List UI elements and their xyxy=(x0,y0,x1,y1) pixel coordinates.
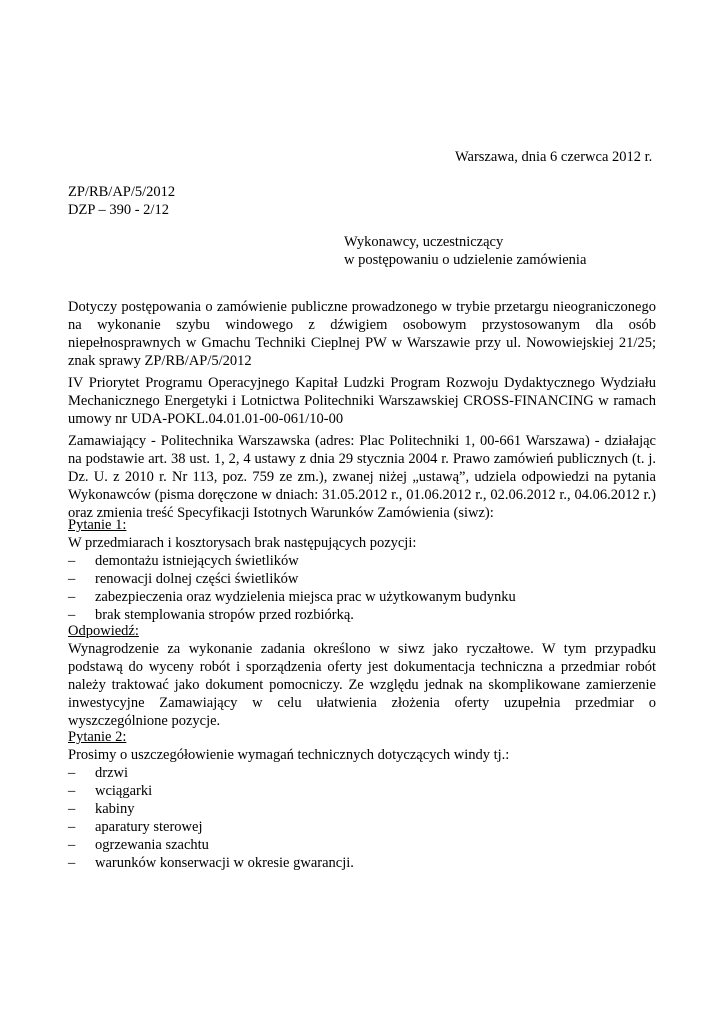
dash-bullet: – xyxy=(68,765,76,781)
reference-number: ZP/RB/AP/5/2012 xyxy=(68,184,176,200)
question-1-text: W przedmiarach i kosztorysach brak następujących pozycji: xyxy=(68,535,417,551)
dash-bullet: – xyxy=(68,837,76,853)
dash-bullet: – xyxy=(68,607,76,623)
dash-bullet: – xyxy=(68,589,76,605)
intro-paragraph: Zamawiający - Politechnika Warszawska (adres: Plac Politechniki 1, 00-661 Warszawa) - działając na podstawie art. 38 ust. 1, 2, 4 ustawy z dnia 29 stycznia 2004 r. Prawo zamówień publicznych (t. j. Dz. U. z 2010 r. Nr 113, poz. 759 ze zm.), zwanej niżej „ustawą”, udziela odpowiedzi na pytania Wykonawców (pisma doręczone w dniach: 31.05.2012 r., 01.06.2012 r., 02.06.2012 r., 04.06.2012 r.) oraz zmienia treść Specyfikacji Istotnych Warunków Zamówienia (siwz): xyxy=(68,433,656,521)
recipient-line-2: w postępowaniu o udzielenie zamówienia xyxy=(344,252,587,268)
list-item: – aparatury sterowej xyxy=(68,819,203,835)
list-item: – kabiny xyxy=(68,801,135,817)
dash-bullet: – xyxy=(68,819,76,835)
list-item: – renowacji dolnej części świetlików xyxy=(68,571,299,587)
place-date: Warszawa, dnia 6 czerwca 2012 r. xyxy=(455,149,653,165)
program-paragraph: IV Priorytet Programu Operacyjnego Kapitał Ludzki Program Rozwoju Dydaktycznego Wydziału Mechanicznego Energetyki i Lotnictwa Politechniki Warszawskiej CROSS-FINANCING w ramach umowy nr UDA-POKL.04.01.01-00-061/10-00 xyxy=(68,375,656,427)
question-2-text: Prosimy o uszczegółowienie wymagań technicznych dotyczących windy tj.: xyxy=(68,747,510,763)
answer-1-text: Wynagrodzenie za wykonanie zadania określono w siwz jako ryczałtowe. W tym przypadku podstawą do wyceny robót i sporządzenia oferty jest dokumentacja techniczna a przedmiar robót należy traktować jako dokument pomocniczy. Ze względu jednak na skomplikowane zamierzenie inwestycyjne Zamawiający w celu ułatwienia złożenia oferty uzupełnia przedmiar o wyszczególnione pozycje. xyxy=(68,641,656,729)
dash-bullet: – xyxy=(68,855,76,871)
case-number: DZP – 390 - 2/12 xyxy=(68,202,169,218)
list-item: – wciągarki xyxy=(68,783,153,799)
subject-paragraph: Dotyczy postępowania o zamówienie publiczne prowadzonego w trybie przetargu nieograniczonego na wykonanie szybu windowego z dźwigiem osobowym przystosowanym dla osób niepełnosprawnych w Gmachu Techniki Cieplnej PW w Warszawie przy ul. Nowowiejskiej 21/25; znak sprawy ZP/RB/AP/5/2012 xyxy=(68,299,656,369)
question-2-list xyxy=(68,764,354,872)
dash-bullet: – xyxy=(68,553,76,569)
list-item: – drzwi xyxy=(68,765,129,781)
question-2-label: Pytanie 2: xyxy=(68,729,127,745)
dash-bullet: – xyxy=(68,571,76,587)
question-1-label: Pytanie 1: xyxy=(68,517,127,533)
list-item: – warunków konserwacji w okresie gwarancji. xyxy=(68,855,354,871)
list-item: – ogrzewania szachtu xyxy=(68,837,209,853)
question-1-list xyxy=(68,552,516,624)
list-item: – brak stemplowania stropów przed rozbiórką. xyxy=(68,607,354,623)
dash-bullet: – xyxy=(68,801,76,817)
list-item: – zabezpieczenia oraz wydzielenia miejsca prac w użytkowanym budynku xyxy=(68,589,516,605)
recipient-line-1: Wykonawcy, uczestniczący xyxy=(344,234,504,250)
answer-1-label: Odpowiedź: xyxy=(68,623,139,639)
list-item: – demontażu istniejących świetlików xyxy=(68,553,299,569)
dash-bullet: – xyxy=(68,783,76,799)
